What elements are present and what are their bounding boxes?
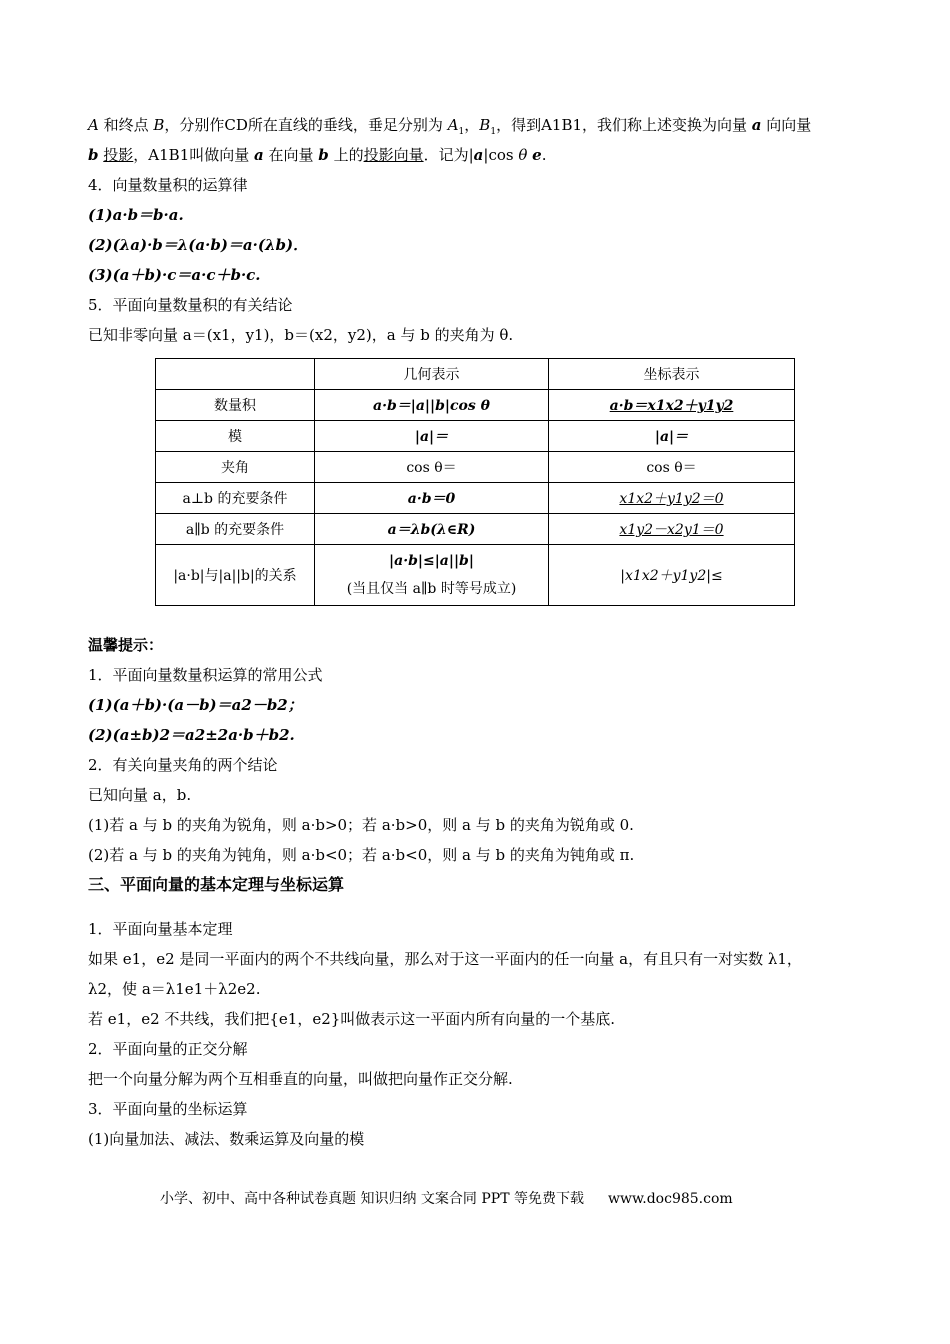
underlined-term: 投影	[103, 146, 134, 164]
law-distributive: (3)(a＋b)·c＝a·c＋b·c.	[88, 266, 261, 284]
vector-symbol: a	[751, 116, 762, 134]
intro-line-2	[88, 140, 878, 170]
text-run: ，分别作CD所在直线的垂线，垂足分别为	[164, 116, 448, 134]
geometric-cell	[315, 545, 549, 606]
geometric-cell-line: |a·b|≤|a||b|	[389, 553, 474, 569]
subscript: 1	[458, 127, 465, 137]
text-run: 和终点	[98, 116, 154, 134]
tips-item2-title: 2．有关向量夹角的两个结论	[88, 756, 278, 774]
section5-given: 已知非零向量 a＝(x1，y1)，b＝(x2，y2)，a 与 b 的夹角为 θ.	[88, 326, 514, 344]
text-run: 在向量	[263, 146, 319, 164]
row-label: 数量积	[156, 390, 315, 421]
text-run: B	[479, 116, 491, 134]
row-label: 夹角	[156, 452, 315, 483]
tips-title: 温馨提示：	[88, 636, 164, 654]
row-label: |a·b|与|a||b|的关系	[156, 545, 315, 606]
underlined-term: 投影向量	[363, 146, 424, 164]
geometric-cell: a·b＝|a||b|cos θ	[315, 390, 549, 421]
law-scalar: (2)(λa)·b＝λ(a·b)＝a·(λb)．	[88, 236, 309, 254]
coordinate-cell: a·b＝x1x2＋y1y2	[549, 390, 795, 421]
section4-title: 4．向量数量积的运算律	[88, 176, 248, 194]
text-run: |cos	[483, 146, 519, 164]
text-run: ．记为|	[423, 146, 474, 164]
page-footer	[160, 1188, 800, 1208]
footer-url[interactable]: www.doc985.com	[607, 1191, 733, 1207]
geometric-cell: a·b＝0	[315, 483, 549, 514]
text-run: θ	[518, 146, 528, 164]
table-row	[156, 483, 795, 514]
coordinate-cell: |a|＝	[549, 421, 795, 452]
section5-title: 5．平面向量数量积的有关结论	[88, 296, 293, 314]
row-label: 模	[156, 421, 315, 452]
subscript: 1	[490, 127, 497, 137]
tips-formula-2: (2)(a±b)2＝a2±2a·b＋b2.	[88, 726, 295, 744]
intro-line-1	[88, 110, 878, 140]
geometric-cell: cos θ＝	[315, 452, 549, 483]
text-run: ，得到A1B1，我们称上述变换为向量	[496, 116, 752, 134]
part3-s1-text-1: 如果 e1，e2 是同一平面内的两个不共线向量，那么对于这一平面内的任一向量 a，有且只有一对实数 λ1，	[88, 950, 802, 968]
part3-s1-text-2: λ2，使 a＝λ1e1＋λ2e2.	[88, 980, 261, 998]
text-run: 向向量	[761, 116, 812, 134]
tips-item1-title: 1．平面向量数量积运算的常用公式	[88, 666, 323, 684]
table-row	[156, 421, 795, 452]
text-run: ，A1B1叫做向量	[133, 146, 255, 164]
tips-item2-given: 已知向量 a，b.	[88, 786, 192, 804]
text-run: A	[447, 116, 459, 134]
text-run: 上的	[328, 146, 364, 164]
text-run: .	[541, 146, 547, 164]
vector-symbol: b	[318, 146, 329, 164]
part3-s3-text: (1)向量加法、减法、数乘运算及向量的模	[88, 1130, 365, 1148]
vector-symbol: a	[473, 146, 484, 164]
coordinate-cell: cos θ＝	[549, 452, 795, 483]
row-label: a⊥b 的充要条件	[156, 483, 315, 514]
vector-symbol: a	[254, 146, 264, 164]
coordinate-cell: x1x2＋y1y2＝0	[549, 483, 795, 514]
text-run: A	[88, 116, 99, 134]
part3-s2-title: 2．平面向量的正交分解	[88, 1040, 248, 1058]
coordinate-cell: x1y2－x2y1＝0	[549, 514, 795, 545]
geometric-cell: a＝λb(λ∈R)	[315, 514, 549, 545]
text-run: B	[153, 116, 165, 134]
footer-text: 小学、初中、高中各种试卷真题 知识归纳 文案合同 PPT 等免费下载	[160, 1191, 584, 1207]
part3-s2-text: 把一个向量分解为两个互相垂直的向量，叫做把向量作正交分解.	[88, 1070, 513, 1088]
table-row	[156, 452, 795, 483]
part3-s1-text-3: 若 e1，e2 不共线，我们把{e1，e2}叫做表示这一平面内所有向量的一个基底.	[88, 1010, 616, 1028]
document-body	[88, 110, 878, 350]
table-header-cell: 几何表示	[315, 359, 549, 390]
table-header-row	[156, 359, 795, 390]
tips-conclusion-1: (1)若 a 与 b 的夹角为锐角，则 a·b>0；若 a·b>0，则 a 与 b 的夹角为锐角或 0.	[88, 816, 634, 834]
geometric-cell-note: (当且仅当 a∥b 时等号成立)	[346, 581, 517, 597]
table-row	[156, 390, 795, 421]
table-row	[156, 514, 795, 545]
vector-symbol: b	[88, 146, 99, 164]
part3-s3-title: 3．平面向量的坐标运算	[88, 1100, 248, 1118]
vector-symbol: e	[532, 146, 542, 164]
geometric-cell: |a|＝	[315, 421, 549, 452]
coordinate-cell: |x1x2＋y1y2|≤	[549, 545, 795, 606]
part3-title: 三、平面向量的基本定理与坐标运算	[88, 875, 345, 894]
tips-formula-1: (1)(a＋b)·(a－b)＝a2－b2；	[88, 696, 303, 714]
text-run: ，	[464, 116, 480, 134]
table-row	[156, 545, 795, 606]
part3-s1-title: 1．平面向量基本定理	[88, 920, 233, 938]
table-header-cell: 坐标表示	[549, 359, 795, 390]
row-label: a∥b 的充要条件	[156, 514, 315, 545]
dot-product-table	[155, 358, 795, 606]
document-body-continued	[88, 630, 878, 1154]
table-header-cell	[156, 359, 315, 390]
law-commutative: (1)a·b＝b·a.	[88, 206, 184, 224]
tips-conclusion-2: (2)若 a 与 b 的夹角为钝角，则 a·b<0；若 a·b<0，则 a 与 b 的夹角为钝角或 π.	[88, 846, 635, 864]
